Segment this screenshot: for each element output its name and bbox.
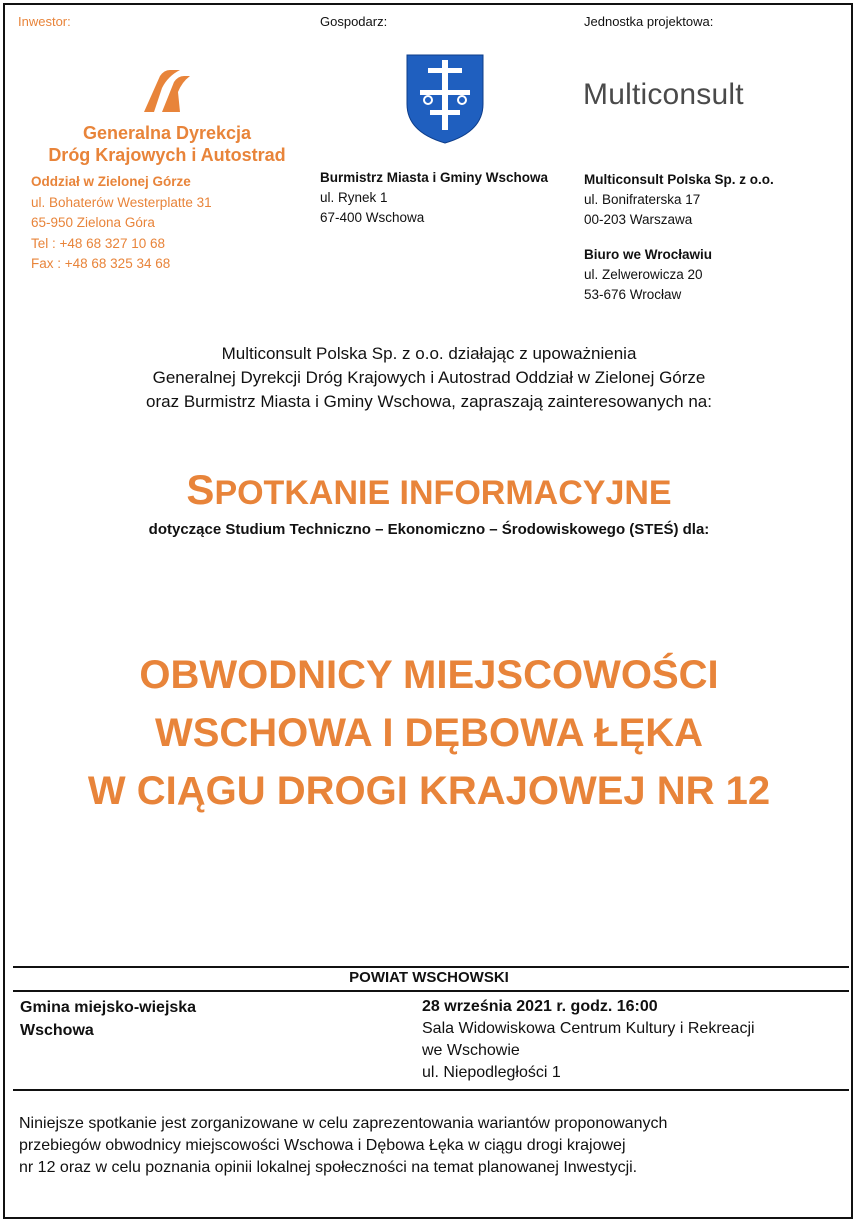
commune-cell: Gmina miejsko-wiejska Wschowa [20,999,197,1039]
table-middle-rule [13,990,849,992]
meeting-description: Niniejsze spotkanie jest zorganizowane w celu zaprezentowania wariantów proponowanych przebiegów obwodnicy miejscowości Wschowa i Dębowa Łęka w ciągu drogi krajowej nr 12 oraz w celu poznania opinii lokalnej społeczności na temat planowanej Inwestycji. [19,1115,668,1176]
designer-label: Jednostka projektowa: [584,14,714,29]
host-address: Burmistrz Miasta i Gminy Wschowa ul. Rynek 1 67-400 Wschowa [320,170,549,225]
designer-address: Multiconsult Polska Sp. z o.o. ul. Bonifraterska 17 00-203 Warszawa [584,172,774,227]
date-venue-cell: 28 września 2021 r. godz. 16:00 Sala Widowiskowa Centrum Kultury i Rekreacji we Wschowie ul. Niepodległości 1 [422,998,755,1081]
invitation-text: Multiconsult Polska Sp. z o.o. działając z upoważnienia Generalnej Dyrekcji Dróg Krajowych i Autostrad Oddział w Zielonej Górze oraz Burmistrz Miasta i Gminy Wschowa, zapraszają zainteresowanych na: [146,344,712,411]
host-label: Gospodarz: [320,14,388,29]
table-top-rule [13,966,849,968]
investor-name: Generalna Dyrekcja Dróg Krajowych i Autostrad [48,123,286,165]
table-bottom-rule [13,1089,849,1091]
designer-office-address: Biuro we Wrocławiu ul. Zelwerowicza 20 53-676 Wrocław [584,247,713,302]
investor-label: Inwestor: [18,14,71,29]
event-subtitle: dotyczące Studium Techniczno – Ekonomiczno – Środowiskowego (STEŚ) dla: [148,521,710,538]
project-title: OBWODNICY MIEJSCOWOŚCI WSCHOWA I DĘBOWA ŁĘKA W CIĄGU DROGI KRAJOWEJ NR 12 [87,653,771,813]
wschowa-crest-icon [406,54,484,144]
gddkia-logo-icon [140,68,192,114]
event-title: SPOTKANIE INFORMACYJNE [186,466,672,513]
multiconsult-logo: Multiconsult [583,78,744,111]
county-heading: POWIAT WSCHOWSKI [349,969,509,986]
investor-address: Oddział w Zielonej Górze ul. Bohaterów Westerplatte 31 65-950 Zielona Góra Tel : +48 68 327 10 68 Fax : +48 68 325 34 68 [31,174,212,271]
